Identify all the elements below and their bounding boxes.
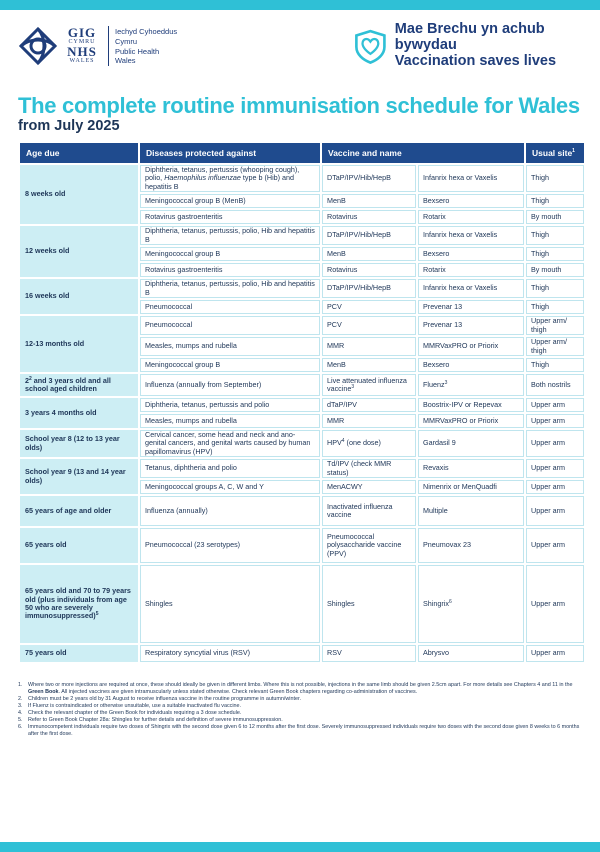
table-row <box>20 316 584 335</box>
site-cell: Upper arm <box>526 528 584 563</box>
vaccine-cell: RSV <box>322 645 416 662</box>
nhs-wordmark: GIG CYMRU NHS WALES <box>67 25 97 64</box>
footnote: 4. Check the relevant chapter of the Green Book for individuals requiring a 3 dose schedule. <box>18 710 242 717</box>
site-cell: Upper arm <box>526 398 584 412</box>
site-cell: Upper arm <box>526 414 584 428</box>
age-cell: School year 9 (13 and 14 year olds) <box>20 459 138 494</box>
table-row <box>20 459 584 478</box>
disease-cell: Measles, mumps and rubella <box>140 337 320 356</box>
top-accent-bar <box>0 0 600 10</box>
site-cell: Thigh <box>526 165 584 192</box>
disease-cell: Influenza (annually) <box>140 496 320 526</box>
header-usual-site: Usual site$^1$ <box>526 143 584 163</box>
vaccine-name-cell: Infanrix hexa or Vaxelis <box>418 279 524 298</box>
site-cell: Thigh <box>526 358 584 372</box>
vaccine-cell: HPV$^4$ (one dose) <box>322 430 416 457</box>
disease-cell: Meningococcal group B <box>140 247 320 261</box>
vaccine-cell: DTaP/IPV/Hib/HepB <box>322 226 416 245</box>
vaccine-name-cell: Bexsero <box>418 358 524 372</box>
vaccine-cell: MMR <box>322 337 416 356</box>
disease-cell: Shingles <box>140 565 320 643</box>
table-row <box>20 279 584 298</box>
vaccine-cell: PCV <box>322 300 416 314</box>
site-cell: Upper arm <box>526 565 584 643</box>
campaign-slogan: Mae Brechu yn achub bywydau Vaccination saves lives <box>394 21 557 69</box>
site-cell: Both nostrils <box>526 374 584 396</box>
immunisation-schedule-table <box>18 141 586 664</box>
age-cell: 65 years old and 70 to 79 years old (plus individuals from age 50 who are severely immunosuppressed)$^5$ <box>20 565 138 643</box>
table-row <box>20 645 584 662</box>
age-cell: 8 weeks old <box>20 165 138 224</box>
vaccine-name-cell: Rotarix <box>418 263 524 277</box>
heart-shield-icon <box>352 25 389 67</box>
table-row <box>20 565 584 643</box>
age-cell: 12 weeks old <box>20 226 138 277</box>
disease-cell: Pneumococcal <box>140 316 320 335</box>
vaccine-name-cell: Fluenz$^3$ <box>418 374 524 396</box>
disease-cell: Tetanus, diphtheria and polio <box>140 459 320 478</box>
age-cell: $2^2$ and 3 years old and all school aged children <box>20 374 138 396</box>
logo-divider <box>108 26 109 66</box>
vaccine-name-cell: MMRVaxPRO or Priorix <box>418 337 524 356</box>
site-cell: By mouth <box>526 263 584 277</box>
footnote: 1. Where two or more injections are required at once, these should ideally be given in different limbs. Where this is not possible, injections in the same limb should be given 2.5cm apart. For more details see Chapters 4 and 11 in the Green Book. All injected vaccines are given intramuscularly unless stated otherwise. Check relevant Green Book chapters regarding co-administration of vaccines. <box>18 682 573 696</box>
age-cell: 65 years of age and older <box>20 496 138 526</box>
vaccine-cell: Inactivated influenza vaccine <box>322 496 416 526</box>
age-cell: 16 weeks old <box>20 279 138 314</box>
vaccine-name-cell: Prevenar 13 <box>418 300 524 314</box>
disease-cell: Meningococcal groups A, C, W and Y <box>140 480 320 494</box>
vaccine-cell: Rotavirus <box>322 263 416 277</box>
vaccine-cell: Td/IPV (check MMR status) <box>322 459 416 478</box>
vaccine-name-cell: Gardasil 9 <box>418 430 524 457</box>
green-book-reference: Green Book <box>28 689 59 696</box>
disease-cell: Pneumococcal <box>140 300 320 314</box>
vaccine-cell: MenACWY <box>322 480 416 494</box>
site-cell: Upper arm <box>526 496 584 526</box>
disease-cell: Measles, mumps and rubella <box>140 414 320 428</box>
vaccine-name-cell: Pneumovax 23 <box>418 528 524 563</box>
site-cell: Thigh <box>526 194 584 208</box>
vaccine-name-cell: Rotarix <box>418 210 524 224</box>
table-row <box>20 374 584 396</box>
header-age-due: Age due <box>20 143 138 163</box>
disease-cell: Pneumococcal (23 serotypes) <box>140 528 320 563</box>
site-cell: By mouth <box>526 210 584 224</box>
vaccine-name-cell: Multiple <box>418 496 524 526</box>
vaccine-name-cell: Shingrix$^6$ <box>418 565 524 643</box>
header-diseases: Diseases protected against <box>140 143 320 163</box>
vaccine-name-cell: MMRVaxPRO or Priorix <box>418 414 524 428</box>
age-cell: 3 years 4 months old <box>20 398 138 428</box>
age-cell: 65 years old <box>20 528 138 563</box>
footnote: 5. Refer to Green Book Chapter 28a: Shingles for further details and definition of severe immunosuppression. <box>18 717 283 724</box>
vaccine-name-cell: Prevenar 13 <box>418 316 524 335</box>
site-cell: Upper arm/ thigh <box>526 316 584 335</box>
vaccine-cell: Pneumococcal polysaccharide vaccine (PPV) <box>322 528 416 563</box>
vaccine-name-cell: Abrysvo <box>418 645 524 662</box>
site-cell: Thigh <box>526 247 584 261</box>
age-cell: 75 years old <box>20 645 138 662</box>
vaccine-cell: MenB <box>322 358 416 372</box>
table-row <box>20 528 584 563</box>
disease-cell: Cervical cancer, some head and neck and ano-genital cancers, and genital warts caused by human papillomavirus (HPV) <box>140 430 320 457</box>
disease-cell: Influenza (annually from September) <box>140 374 320 396</box>
vaccine-cell: PCV <box>322 316 416 335</box>
disease-cell: Respiratory syncytial virus (RSV) <box>140 645 320 662</box>
disease-cell: Diphtheria, tetanus, pertussis, polio, Hib and hepatitis B <box>140 226 320 245</box>
disease-cell: Meningococcal group B <box>140 358 320 372</box>
vaccine-cell: Shingles <box>322 565 416 643</box>
welsh-knot-emblem-icon <box>18 26 58 66</box>
vaccine-name-cell: Revaxis <box>418 459 524 478</box>
table-row <box>20 398 584 412</box>
site-cell: Upper arm <box>526 480 584 494</box>
vaccine-name-cell: Nimenrix or MenQuadfi <box>418 480 524 494</box>
site-cell: Upper arm <box>526 430 584 457</box>
disease-cell: Diphtheria, tetanus, pertussis and polio <box>140 398 320 412</box>
nhs-wales-logo <box>18 26 178 72</box>
age-cell: 12-13 months old <box>20 316 138 372</box>
footnote: 6. Immunocompetent individuals require two doses of Shingrix with the second dose given 6 to 12 months after the first dose. Severely immunosuppressed individuals require two doses with the second dose given 8 weeks to 6 months after the first dose. <box>18 724 580 738</box>
footnotes <box>18 682 584 738</box>
vaccine-name-cell: Infanrix hexa or Vaxelis <box>418 165 524 192</box>
vaccine-cell: DTaP/IPV/Hib/HepB <box>322 279 416 298</box>
vaccine-cell: dTaP/IPV <box>322 398 416 412</box>
site-cell: Thigh <box>526 226 584 245</box>
bottom-accent-bar <box>0 842 600 852</box>
vaccine-name-cell: Bexsero <box>418 194 524 208</box>
vaccine-cell: Live attenuated influenza vaccine$^3$ <box>322 374 416 396</box>
page-subtitle: from July 2025 <box>18 118 120 134</box>
vaccine-name-cell: Boostrix-IPV or Repevax <box>418 398 524 412</box>
site-cell: Thigh <box>526 279 584 298</box>
vaccine-cell: MenB <box>322 194 416 208</box>
header-vaccine: Vaccine and name <box>322 143 524 163</box>
organisation-name: Iechyd Cyhoeddus Cymru Public Health Wales <box>115 27 178 66</box>
site-cell: Thigh <box>526 300 584 314</box>
vaccine-cell: Rotavirus <box>322 210 416 224</box>
vaccine-cell: DTaP/IPV/Hib/HepB <box>322 165 416 192</box>
disease-cell: Diphtheria, tetanus, pertussis (whooping cough), polio, Haemophilus influenzae type b (Hib) and hepatitis B <box>140 165 320 192</box>
vaccine-name-cell: Infanrix hexa or Vaxelis <box>418 226 524 245</box>
page-title: The complete routine immunisation schedule for Wales <box>18 93 580 118</box>
vaccine-name-cell: Bexsero <box>418 247 524 261</box>
table-row <box>20 496 584 526</box>
site-cell: Upper arm <box>526 459 584 478</box>
disease-cell: Rotavirus gastroenteritis <box>140 210 320 224</box>
vaccine-cell: MenB <box>322 247 416 261</box>
footnote: 3. If Fluenz is contraindicated or otherwise unsuitable, use a suitable inactivated flu vaccine. <box>18 703 242 710</box>
site-cell: Upper arm/ thigh <box>526 337 584 356</box>
age-cell: School year 8 (12 to 13 year olds) <box>20 430 138 457</box>
site-cell: Upper arm <box>526 645 584 662</box>
vaccine-cell: MMR <box>322 414 416 428</box>
table-row <box>20 165 584 192</box>
footnote: 2. Children must be 2 years old by 31 August to receive influenza vaccine in the routine programme in autumn/winter. <box>18 696 301 703</box>
table-row <box>20 226 584 245</box>
disease-cell: Rotavirus gastroenteritis <box>140 263 320 277</box>
disease-cell: Diphtheria, tetanus, pertussis, polio, Hib and hepatitis B <box>140 279 320 298</box>
table-header-row <box>20 143 584 163</box>
vaccination-saves-lives-logo <box>352 21 584 69</box>
disease-cell: Meningococcal group B (MenB) <box>140 194 320 208</box>
table-row <box>20 430 584 457</box>
organism-name: Haemophilus influenzae <box>164 173 241 183</box>
